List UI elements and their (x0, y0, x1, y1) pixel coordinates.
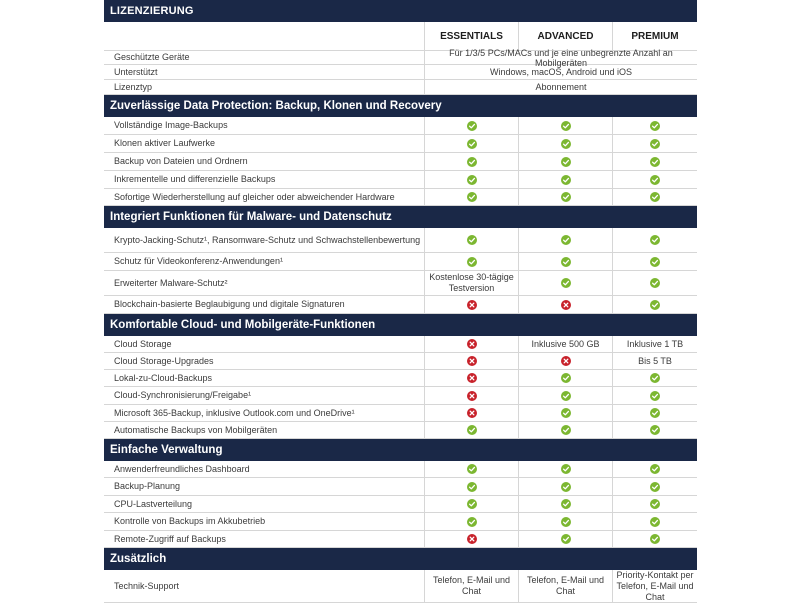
check-icon (561, 408, 571, 418)
cell-premium (613, 135, 697, 152)
cell-premium (613, 370, 697, 386)
row-label: Vollständige Image-Backups (104, 117, 425, 134)
table-row (104, 513, 697, 531)
table-row (104, 461, 697, 478)
check-icon (561, 464, 571, 474)
check-icon (650, 482, 660, 492)
cross-icon (467, 300, 477, 310)
cell-premium (613, 353, 697, 369)
check-icon (561, 482, 571, 492)
cell-essentials (425, 253, 519, 270)
cell-premium (613, 117, 697, 134)
cell-advanced (519, 135, 613, 152)
check-icon (467, 425, 477, 435)
check-icon (650, 391, 660, 401)
check-icon (467, 175, 477, 185)
check-icon (561, 499, 571, 509)
cell-advanced (519, 478, 613, 495)
row-label: Lokal-zu-Cloud-Backups (104, 370, 425, 386)
table-row (104, 189, 697, 206)
section-title: Integriert Funktionen für Malware- und Datenschutz (110, 211, 392, 223)
check-icon (467, 235, 477, 245)
cell-advanced (519, 153, 613, 170)
cell-essentials (425, 405, 519, 421)
row-label: Microsoft 365-Backup, inklusive Outlook.com und OneDrive¹ (104, 405, 425, 421)
cell-text: Telefon, E-Mail und Chat (526, 575, 605, 596)
cell-advanced (519, 405, 613, 421)
cell-premium (613, 336, 697, 352)
cell-advanced (519, 296, 613, 313)
cell-essentials (425, 422, 519, 438)
row-label: Unterstützt (104, 65, 425, 79)
row-label: Backup von Dateien und Ordnern (104, 153, 425, 170)
check-icon (650, 425, 660, 435)
cell-advanced (519, 271, 613, 295)
check-icon (650, 121, 660, 131)
cell-advanced (519, 513, 613, 530)
check-icon (650, 499, 660, 509)
check-icon (650, 235, 660, 245)
table-row (104, 171, 697, 189)
check-icon (650, 157, 660, 167)
cell-essentials (425, 461, 519, 477)
check-icon (561, 139, 571, 149)
cell-advanced (519, 570, 613, 602)
row-label: Cloud Storage-Upgrades (104, 353, 425, 369)
cell-advanced (519, 496, 613, 512)
table-row (104, 296, 697, 314)
cell-premium (613, 271, 697, 295)
check-icon (561, 157, 571, 167)
check-icon (467, 482, 477, 492)
row-label: Geschützte Geräte (104, 51, 425, 64)
row-label: Backup-Planung (104, 478, 425, 495)
cell-text: Bis 5 TB (638, 355, 672, 366)
comparison-table (104, 0, 697, 603)
section-title: Komfortable Cloud- und Mobilgeräte-Funktionen (110, 319, 376, 331)
header-blank (104, 22, 425, 50)
table-row (104, 117, 697, 135)
check-icon (561, 517, 571, 527)
section-header-additional (104, 548, 697, 570)
feature-sections (104, 95, 697, 603)
row-label: Anwenderfreundliches Dashboard (104, 461, 425, 477)
row-label: Remote-Zugriff auf Backups (104, 531, 425, 547)
cross-icon (467, 391, 477, 401)
row-value: Abonnement (535, 82, 587, 92)
check-icon (467, 139, 477, 149)
cross-icon (467, 356, 477, 366)
cross-icon (467, 373, 477, 383)
cell-essentials (425, 228, 519, 252)
cross-icon (467, 339, 477, 349)
cell-premium (613, 189, 697, 205)
cell-essentials (425, 513, 519, 530)
check-icon (650, 408, 660, 418)
cell-advanced (519, 228, 613, 252)
cell-advanced (519, 336, 613, 352)
row-label: Lizenztyp (104, 80, 425, 94)
row-label: Sofortige Wiederherstellung auf gleicher oder abweichender Hardware (104, 189, 425, 205)
table-row (104, 80, 697, 95)
cell-essentials (425, 296, 519, 313)
cell-premium (613, 405, 697, 421)
row-label: Technik-Support (104, 570, 425, 602)
section-header-data-protection (104, 95, 697, 117)
cell-essentials (425, 153, 519, 170)
section-header-malware (104, 206, 697, 228)
table-row (104, 135, 697, 153)
cell-advanced (519, 461, 613, 477)
row-value: Für 1/3/5 PCs/MACs und je eine unbegrenzte Anzahl an Mobilgeräten (449, 47, 673, 68)
check-icon (650, 373, 660, 383)
cell-premium (613, 387, 697, 404)
column-advanced: ADVANCED (519, 22, 613, 50)
check-icon (650, 534, 660, 544)
cell-essentials (425, 531, 519, 547)
cell-premium (613, 296, 697, 313)
check-icon (467, 517, 477, 527)
cell-advanced (519, 253, 613, 270)
section-title: Zusätzlich (110, 553, 167, 565)
cell-essentials (425, 353, 519, 369)
check-icon (561, 278, 571, 288)
check-icon (650, 257, 660, 267)
cross-icon (561, 300, 571, 310)
table-row (104, 570, 697, 603)
cell-premium (613, 531, 697, 547)
cell-advanced (519, 171, 613, 188)
cell-essentials (425, 117, 519, 134)
check-icon (561, 235, 571, 245)
check-icon (561, 121, 571, 131)
cell-advanced (519, 531, 613, 547)
check-icon (561, 257, 571, 267)
row-label: Klonen aktiver Laufwerke (104, 135, 425, 152)
cell-premium (613, 422, 697, 438)
cell-premium (613, 153, 697, 170)
column-essentials: ESSENTIALS (425, 22, 519, 50)
check-icon (467, 192, 477, 202)
table-row (104, 228, 697, 253)
row-label: Kontrolle von Backups im Akkubetrieb (104, 513, 425, 530)
row-label: Cloud Storage (104, 336, 425, 352)
cell-essentials (425, 171, 519, 188)
cell-essentials (425, 336, 519, 352)
cell-advanced (519, 117, 613, 134)
cell-text: Telefon, E-Mail und Chat (432, 575, 511, 596)
cell-premium (613, 513, 697, 530)
section-header-licensing (104, 0, 697, 22)
check-icon (650, 464, 660, 474)
check-icon (467, 157, 477, 167)
table-row (104, 531, 697, 548)
cell-premium (613, 461, 697, 477)
check-icon (650, 175, 660, 185)
cell-advanced (519, 387, 613, 404)
check-icon (650, 278, 660, 288)
cell-advanced (519, 189, 613, 205)
check-icon (561, 373, 571, 383)
cell-text: Inklusive 500 GB (531, 338, 600, 349)
cross-icon (561, 356, 571, 366)
check-icon (650, 517, 660, 527)
cell-essentials (425, 496, 519, 512)
table-row (104, 153, 697, 171)
cell-premium (613, 171, 697, 188)
check-icon (561, 425, 571, 435)
row-label: Blockchain-basierte Beglaubigung und digitale Signaturen (104, 296, 425, 313)
cell-text: Priority-Kontakt per Telefon, E-Mail und Chat (616, 569, 694, 602)
column-premium: PREMIUM (631, 30, 679, 42)
cell-text: Kostenlose 30-tägige Testversion (429, 272, 514, 293)
cell-essentials (425, 387, 519, 404)
table-row (104, 47, 697, 68)
cell-essentials (425, 135, 519, 152)
check-icon (561, 175, 571, 185)
cross-icon (467, 408, 477, 418)
cell-premium (613, 228, 697, 252)
check-icon (467, 499, 477, 509)
cell-essentials (425, 570, 519, 602)
table-row (104, 336, 697, 353)
table-row (104, 370, 697, 387)
table-row (104, 478, 697, 496)
table-row (104, 271, 697, 296)
cell-essentials (425, 478, 519, 495)
check-icon (650, 300, 660, 310)
check-icon (561, 192, 571, 202)
cross-icon (467, 534, 477, 544)
section-header-cloud (104, 314, 697, 336)
cell-premium (613, 253, 697, 270)
check-icon (467, 464, 477, 474)
check-icon (650, 192, 660, 202)
row-label: Inkrementelle und differenzielle Backups (104, 171, 425, 188)
row-label: Erweiterter Malware-Schutz² (104, 271, 425, 295)
cell-essentials (425, 271, 519, 295)
table-row (104, 353, 697, 370)
section-title: Zuverlässige Data Protection: Backup, Klonen und Recovery (110, 100, 442, 112)
cell-premium (613, 496, 697, 512)
cell-essentials (425, 189, 519, 205)
table-row (104, 387, 697, 405)
table-row (104, 496, 697, 513)
table-row (104, 405, 697, 422)
cell-premium (613, 478, 697, 495)
cell-advanced (519, 353, 613, 369)
check-icon (561, 534, 571, 544)
table-row (104, 65, 697, 80)
row-label: CPU-Lastverteilung (104, 496, 425, 512)
check-icon (561, 391, 571, 401)
row-label: Automatische Backups von Mobilgeräten (104, 422, 425, 438)
table-row (104, 253, 697, 271)
check-icon (650, 139, 660, 149)
cell-advanced (519, 422, 613, 438)
cell-advanced (519, 370, 613, 386)
check-icon (467, 121, 477, 131)
section-header-management (104, 439, 697, 461)
check-icon (467, 257, 477, 267)
table-row (104, 422, 697, 439)
cell-essentials (425, 370, 519, 386)
section-title: LIZENZIERUNG (110, 5, 194, 17)
row-label: Krypto-Jacking-Schutz¹, Ransomware-Schutz und Schwachstellenbewertung (104, 228, 425, 252)
section-title: Einfache Verwaltung (110, 444, 223, 456)
row-value: Windows, macOS, Android und iOS (489, 67, 633, 77)
cell-premium (613, 570, 697, 602)
row-label: Cloud-Synchronisierung/Freigabe¹ (104, 387, 425, 404)
row-label: Schutz für Videokonferenz-Anwendungen¹ (104, 253, 425, 270)
cell-text: Inklusive 1 TB (626, 338, 684, 349)
